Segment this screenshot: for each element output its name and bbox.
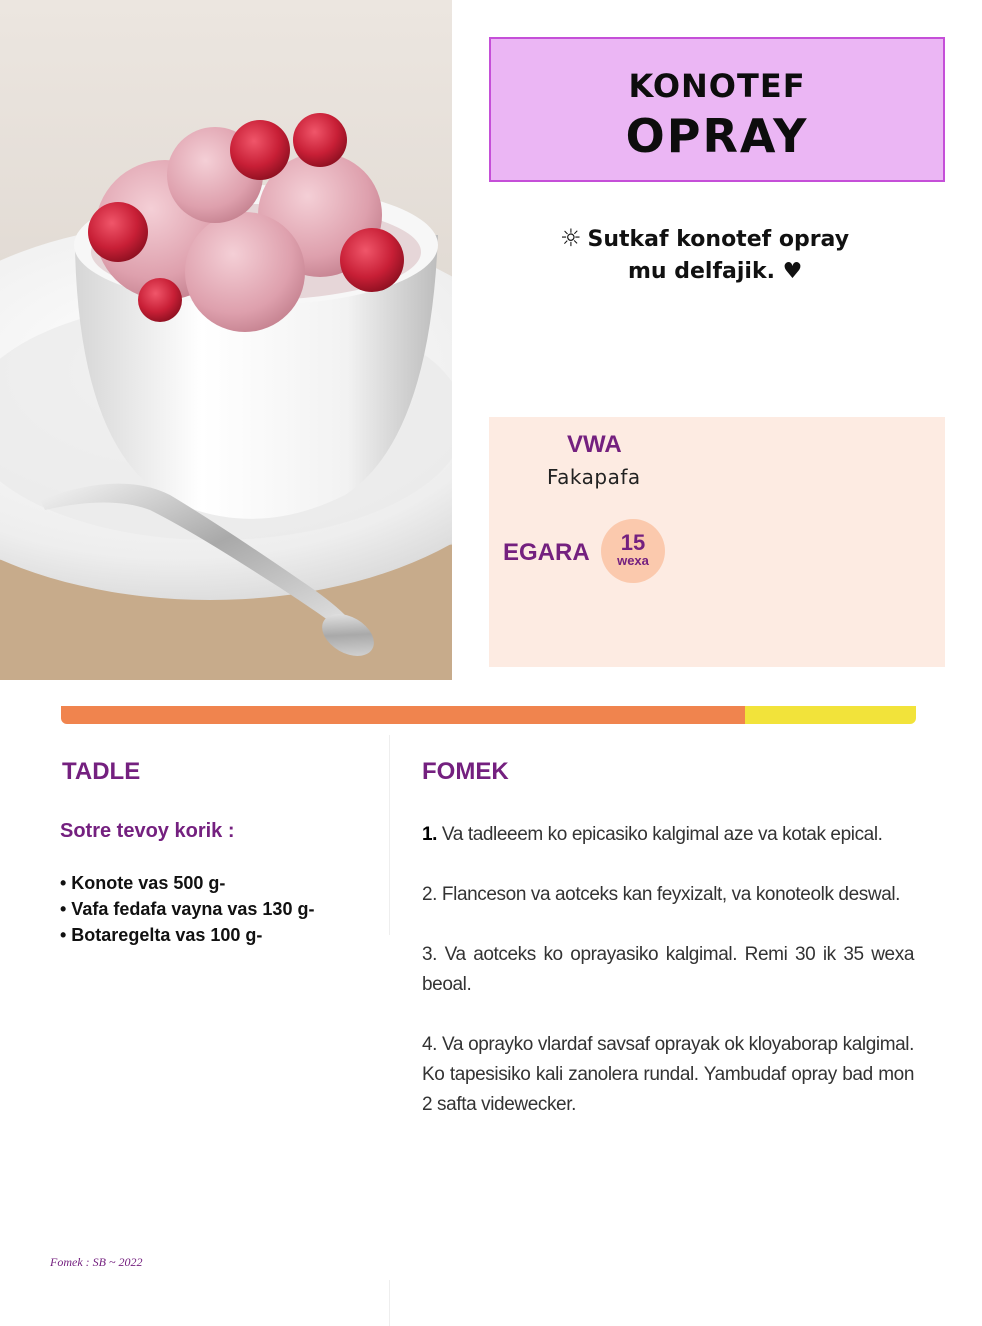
step-number: 3. — [422, 944, 438, 965]
column-divider — [389, 735, 390, 935]
recipe-title-line1: KONOTEF — [628, 67, 806, 105]
method-steps — [422, 820, 914, 1150]
method-step — [422, 820, 914, 850]
section-divider-bar — [61, 706, 916, 724]
dessert-photo — [0, 0, 452, 680]
step-text: Va tadleeem ko epicasiko kalgimal aze va kotak epical. — [437, 824, 883, 845]
servings-value: Fakapafa — [547, 465, 641, 489]
method-heading: FOMEK — [422, 758, 509, 785]
divider-orange-segment — [61, 706, 745, 724]
step-text: Va aotceks ko oprayasiko kalgimal. Remi 30 ik 35 wexa beoal. — [422, 944, 914, 995]
time-label: EGARA — [503, 539, 590, 566]
method-step — [422, 1030, 914, 1120]
method-step — [422, 940, 914, 1000]
step-text: Va oprayko vlardaf savsaf oprayak ok kloyaborap kalgimal. Ko tapesisiko kali zanolera rundal. Yambudaf opray bad mon 2 safta videwecker. — [422, 1034, 914, 1115]
tagline-line2: mu delfajik. ♥ — [628, 259, 803, 284]
step-number: 4. — [422, 1034, 438, 1055]
recipe-title-box — [489, 37, 945, 182]
recipe-info-box — [489, 417, 945, 667]
divider-yellow-segment — [745, 706, 916, 724]
ingredients-list — [60, 872, 314, 950]
step-number: 1. — [422, 824, 438, 845]
recipe-title-line2: OPRAY — [625, 109, 809, 163]
method-step — [422, 880, 914, 910]
ingredient-item: • Vafa fedafa vayna vas 130 g- — [60, 899, 315, 919]
step-text: Flanceson va aotceks kan feyxizalt, va konoteolk deswal. — [437, 884, 901, 905]
time-badge — [601, 519, 665, 583]
servings-label: VWA — [567, 431, 622, 458]
ingredient-item: • Botaregelta vas 100 g- — [60, 925, 263, 945]
time-value: 15 — [620, 530, 646, 555]
ingredient-item: • Konote vas 500 g- — [60, 873, 226, 893]
ingredients-heading: TADLE — [62, 758, 141, 785]
ingredients-subheading: Sotre tevoy korik : — [60, 820, 235, 842]
time-unit: wexa — [617, 553, 649, 568]
column-divider-bottom — [389, 1280, 390, 1326]
tagline-line1: Sutkaf konotef opray — [587, 227, 850, 252]
step-number: 2. — [422, 884, 438, 905]
footer-credit: Fomek : SB ~ 2022 — [50, 1255, 143, 1269]
recipe-tagline — [540, 222, 920, 288]
sun-icon: ☼ — [560, 224, 582, 252]
